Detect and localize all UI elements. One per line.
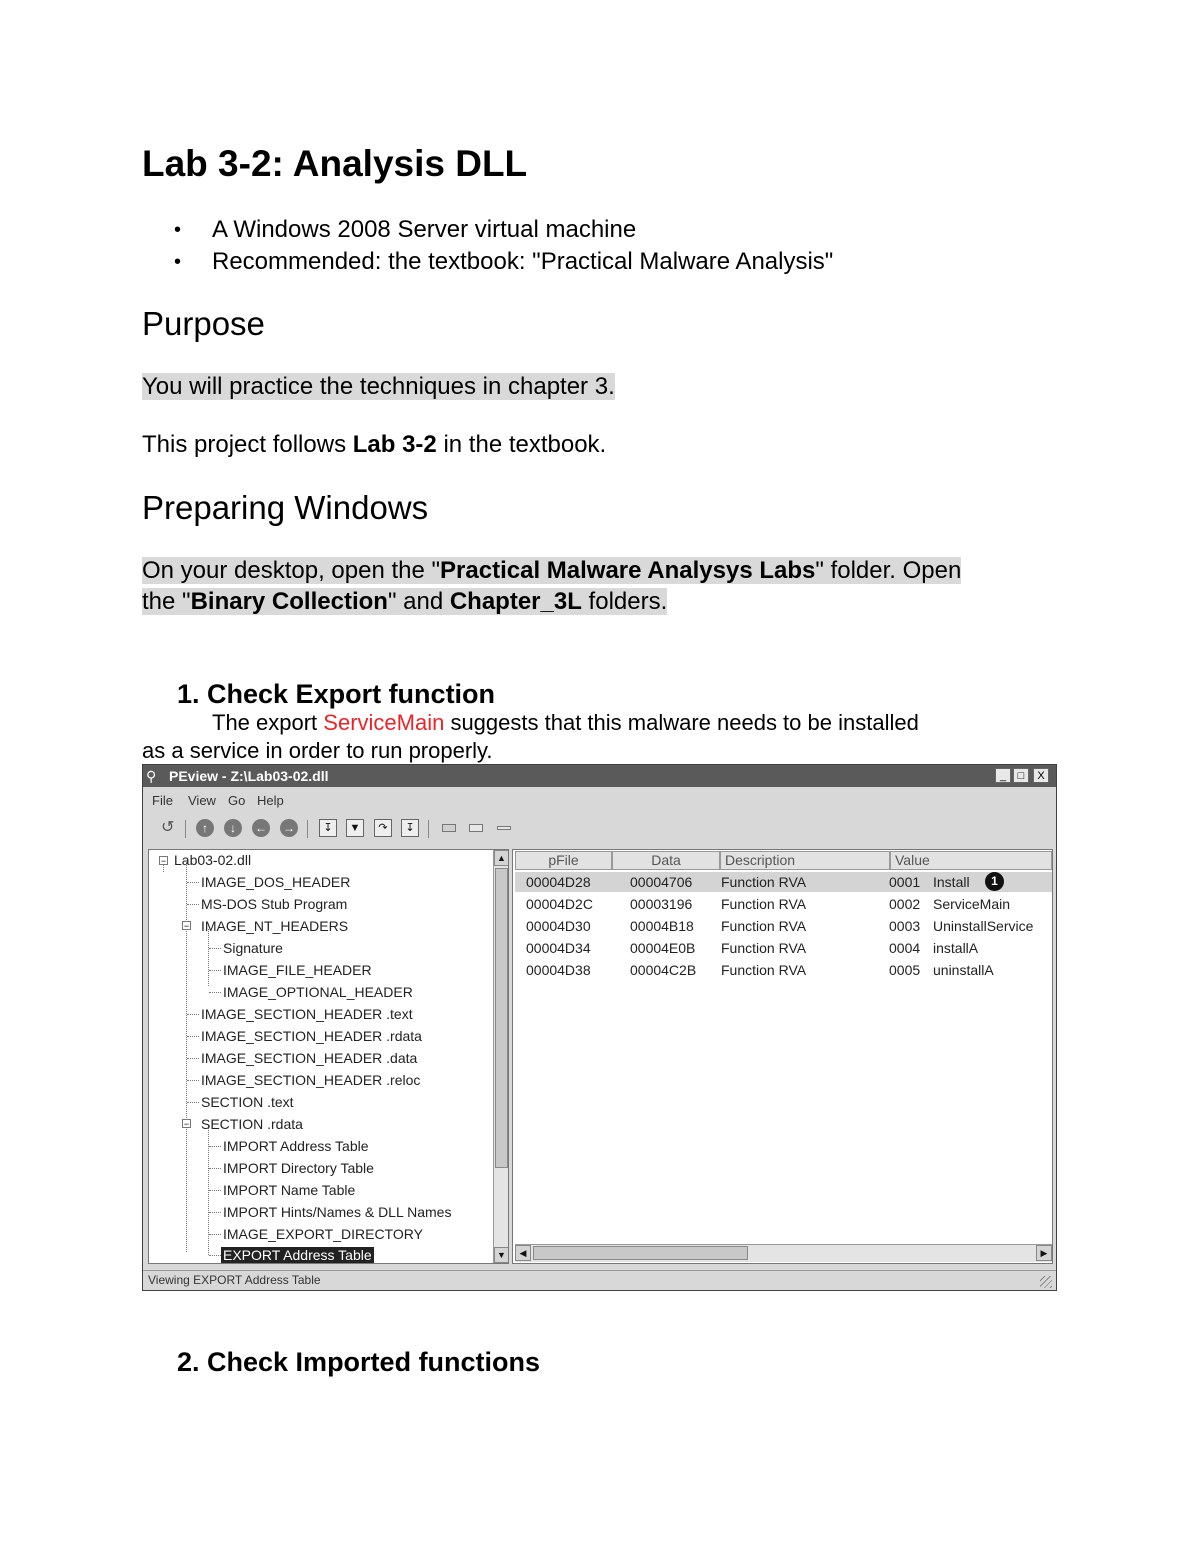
tree-item[interactable]: SECTION .text — [201, 1094, 294, 1110]
tree-item[interactable]: IMPORT Name Table — [223, 1182, 356, 1198]
purpose-highlight: You will practice the techniques in chapter 3. — [142, 373, 615, 400]
tree-item[interactable]: IMPORT Hints/Names & DLL Names — [223, 1204, 452, 1220]
open-icon[interactable]: ↺ — [161, 819, 175, 836]
preparing-line-2: the "Binary Collection" and Chapter_3L folders. — [142, 588, 668, 615]
peview-window — [142, 764, 1057, 1291]
follows-paragraph: This project follows Lab 3-2 in the textbook. — [142, 431, 607, 458]
tree-item[interactable]: IMAGE_OPTIONAL_HEADER — [223, 984, 413, 1000]
step1-description: The export ServiceMain suggests that this malware needs to be installed — [212, 710, 919, 735]
menu-help[interactable]: Help — [257, 793, 284, 808]
step1-description-line2: as a service in order to run properly. — [142, 738, 493, 763]
view-hex-icon[interactable] — [442, 824, 456, 832]
maximize-button[interactable]: □ — [1013, 768, 1029, 783]
window-title: PEview - Z:\Lab03-02.dll — [169, 768, 329, 784]
cell-pfile: 00004D38 — [526, 962, 591, 978]
collapse-icon[interactable]: ↧ — [319, 819, 337, 837]
scroll-up-icon[interactable]: ▲ — [494, 850, 509, 866]
up-icon[interactable]: ↑ — [196, 819, 214, 837]
back-icon[interactable]: ← — [252, 819, 270, 837]
scroll-left-icon[interactable]: ◀ — [515, 1245, 531, 1261]
menu-view[interactable]: View — [188, 793, 216, 808]
cell-data: 00004E0B — [630, 940, 696, 956]
collapse-toggle[interactable]: − — [183, 921, 190, 931]
toolbar — [143, 815, 1056, 843]
down-icon[interactable]: ↓ — [224, 819, 242, 837]
cell-description: Function RVA — [721, 896, 807, 912]
purpose-heading: Purpose — [142, 305, 265, 342]
menu-go[interactable]: Go — [228, 793, 246, 808]
tree-item-file[interactable]: Lab03-02.dll — [174, 852, 252, 868]
title-bar — [143, 765, 1056, 787]
column-header-pfile[interactable]: pFile — [515, 851, 612, 870]
cell-name: ServiceMain — [933, 896, 1011, 912]
cell-data: 00004C2B — [630, 962, 697, 978]
preparing-heading: Preparing Windows — [142, 489, 429, 526]
collapse-toggle[interactable]: − — [183, 1119, 190, 1129]
step2-heading: 2. Check Imported functions — [177, 1347, 541, 1377]
list-horizontal-scrollbar[interactable] — [515, 1244, 1052, 1262]
cell-name: UninstallService — [933, 918, 1034, 934]
detail-pane — [512, 849, 1053, 1264]
tree-item[interactable]: IMAGE_EXPORT_DIRECTORY — [223, 1226, 423, 1242]
cell-data: 00004706 — [630, 874, 693, 890]
tree-item[interactable]: IMAGE_SECTION_HEADER .rdata — [201, 1028, 422, 1044]
tree-item[interactable]: MS-DOS Stub Program — [201, 896, 348, 912]
requirement-item: • Recommended: the textbook: "Practical Malware Analysis" — [170, 246, 833, 278]
tree-item[interactable]: IMAGE_NT_HEADERS — [201, 918, 349, 934]
tree-item[interactable]: IMAGE_FILE_HEADER — [223, 962, 372, 978]
document-title: Lab 3-2: Analysis DLL — [142, 143, 528, 184]
callout-marker: 1 — [985, 872, 1004, 891]
view-dword-icon[interactable] — [497, 826, 511, 830]
resize-grip-icon[interactable] — [1040, 1276, 1052, 1288]
magnifier-icon: ⚲ — [146, 768, 157, 784]
view-word-icon[interactable] — [469, 824, 483, 832]
import-icon[interactable]: ↧ — [401, 819, 419, 837]
tree-item[interactable]: SECTION .rdata — [201, 1116, 303, 1132]
tree-item-selected[interactable]: EXPORT Address Table — [223, 1247, 372, 1263]
scroll-down-icon[interactable]: ▼ — [494, 1247, 509, 1263]
requirement-item: • A Windows 2008 Server virtual machine — [170, 214, 833, 246]
cell-ordinal: 0003 — [889, 918, 921, 934]
cell-name: uninstallA — [933, 962, 994, 978]
cell-pfile: 00004D30 — [526, 918, 591, 934]
close-button[interactable]: X — [1033, 768, 1049, 783]
cell-description: Function RVA — [721, 918, 807, 934]
export-icon[interactable]: ↷ — [374, 819, 392, 837]
scroll-thumb[interactable] — [495, 868, 508, 1168]
cell-description: Function RVA — [721, 940, 807, 956]
menu-file[interactable]: File — [152, 793, 173, 808]
cell-name: Install — [933, 874, 970, 890]
tree-item[interactable]: IMAGE_SECTION_HEADER .text — [201, 1006, 413, 1022]
scroll-right-icon[interactable]: ▶ — [1036, 1245, 1052, 1261]
requirements-list — [170, 214, 833, 278]
cell-ordinal: 0004 — [889, 940, 921, 956]
cell-description: Function RVA — [721, 874, 807, 890]
tree-item[interactable]: IMAGE_DOS_HEADER — [201, 874, 351, 890]
tree-vertical-scrollbar[interactable] — [493, 850, 509, 1263]
tree-pane — [148, 849, 509, 1264]
collapse-toggle[interactable]: − — [160, 856, 167, 866]
status-bar — [143, 1270, 1056, 1291]
cell-description: Function RVA — [721, 962, 807, 978]
tree-item[interactable]: IMPORT Directory Table — [223, 1160, 374, 1176]
cell-ordinal: 0001 — [889, 874, 921, 890]
forward-icon[interactable]: → — [280, 819, 298, 837]
column-header-data[interactable]: Data — [612, 851, 720, 870]
minimize-button[interactable]: _ — [995, 768, 1011, 783]
cell-ordinal: 0002 — [889, 896, 921, 912]
tree-item[interactable]: Signature — [223, 940, 283, 956]
column-header-value[interactable]: Value — [890, 851, 1052, 870]
tree-item[interactable]: IMPORT Address Table — [223, 1138, 369, 1154]
cell-pfile: 00004D34 — [526, 940, 591, 956]
step1-heading: 1. Check Export function — [177, 679, 496, 709]
expand-icon[interactable]: ▼ — [346, 819, 364, 837]
column-header-description[interactable]: Description — [720, 851, 890, 870]
preparing-line-1: On your desktop, open the "Practical Malware Analysys Labs" folder. Open — [142, 557, 962, 584]
cell-data: 00003196 — [630, 896, 693, 912]
cell-data: 00004B18 — [630, 918, 694, 934]
cell-name: installA — [933, 940, 979, 956]
tree-item[interactable]: IMAGE_SECTION_HEADER .data — [201, 1050, 418, 1066]
tree-item[interactable]: IMAGE_SECTION_HEADER .reloc — [201, 1072, 421, 1088]
status-text: Viewing EXPORT Address Table — [148, 1273, 321, 1287]
cell-ordinal: 0005 — [889, 962, 921, 978]
cell-pfile: 00004D2C — [526, 896, 593, 912]
cell-pfile: 00004D28 — [526, 874, 591, 890]
scroll-thumb[interactable] — [533, 1246, 748, 1260]
